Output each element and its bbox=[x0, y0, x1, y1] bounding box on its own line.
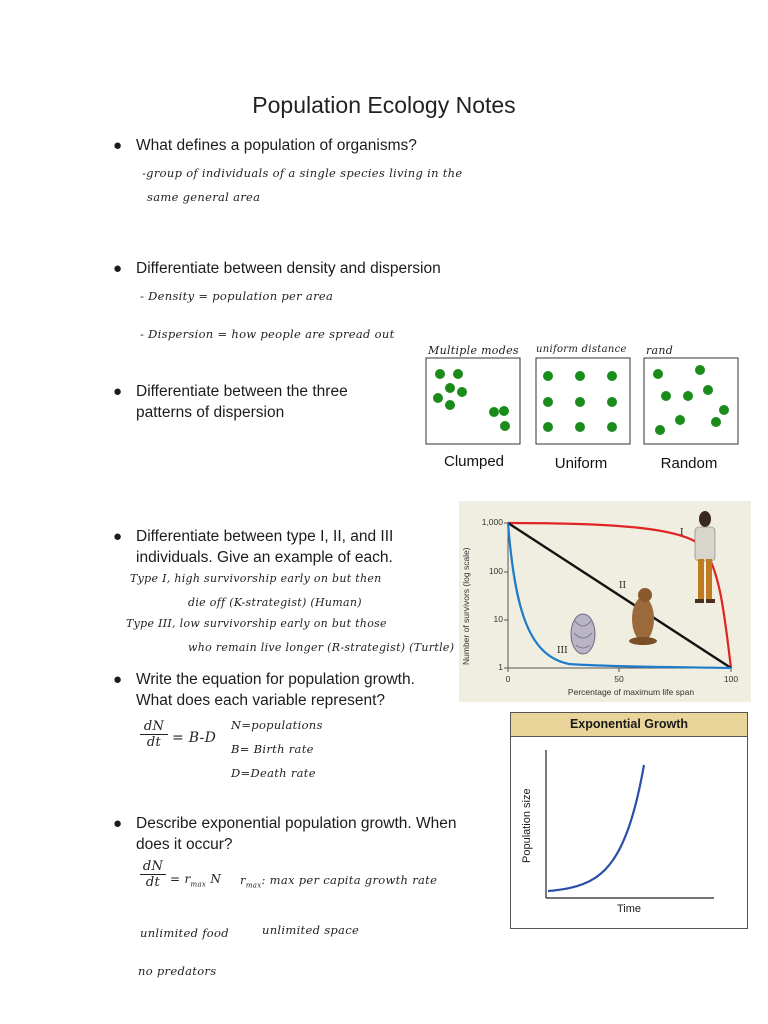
dispersion-dot bbox=[575, 422, 585, 432]
note-unlimited-space: unlimited space bbox=[262, 923, 360, 937]
dispersion-dot bbox=[695, 365, 705, 375]
human-illustration bbox=[695, 511, 715, 603]
question-5: ● Write the equation for population growth. What does each variable represent? bbox=[113, 671, 415, 709]
expo-x-label: Time bbox=[617, 903, 642, 915]
x-tick-0: 0 bbox=[505, 674, 511, 684]
label-random: Random bbox=[660, 455, 718, 472]
dispersion-dot bbox=[711, 417, 721, 427]
growth-equation: dN dt bbox=[140, 719, 168, 750]
dispersion-dot bbox=[433, 393, 443, 403]
bullet-icon: ● bbox=[113, 383, 123, 400]
bullet-icon: ● bbox=[113, 137, 123, 154]
dispersion-dot bbox=[575, 397, 585, 407]
annotation-clumped: Multiple modes bbox=[428, 344, 519, 357]
answer-q4-line1: Type I, high survivorship early on but then bbox=[130, 572, 382, 585]
annotation-uniform: uniform distance bbox=[536, 344, 627, 355]
dispersion-dot bbox=[500, 421, 510, 431]
answer-q1-line2: same general area bbox=[147, 190, 261, 204]
exponential-curve bbox=[548, 765, 644, 891]
dispersion-dot bbox=[489, 407, 499, 417]
dispersion-dot bbox=[661, 391, 671, 401]
growth-equation-rhs: = B-D bbox=[172, 730, 217, 746]
dispersion-dot bbox=[543, 422, 553, 432]
rmax-definition: $r_{max}$: max per capita growth rate bbox=[240, 873, 438, 890]
oyster-illustration bbox=[571, 614, 595, 654]
var-b: B= Birth rate bbox=[231, 742, 314, 756]
dispersion-dot bbox=[457, 387, 467, 397]
y-tick-1: 1 bbox=[498, 662, 503, 672]
x-tick-100: 100 bbox=[723, 674, 739, 684]
dispersion-dot bbox=[607, 371, 617, 381]
label-clumped: Clumped bbox=[443, 453, 505, 470]
question-2: ● Differentiate between density and dispersion bbox=[113, 260, 441, 277]
dispersion-dot bbox=[575, 371, 585, 381]
dispersion-dot bbox=[435, 369, 445, 379]
y-axis-label: Number of survivors (log scale) bbox=[461, 547, 471, 665]
question-3: ● Differentiate between the three patterns of dispersion bbox=[113, 383, 348, 421]
expo-y-label: Population size bbox=[521, 788, 533, 863]
note-no-predators: no predators bbox=[138, 964, 217, 978]
dispersion-dot bbox=[607, 422, 617, 432]
bullet-icon: ● bbox=[113, 671, 123, 688]
exponential-equation-rhs: = $r_{max}$ N bbox=[170, 872, 222, 889]
dispersion-dot bbox=[653, 369, 663, 379]
question-6: ● Describe exponential population growth. When does it occur? bbox=[113, 815, 457, 853]
survivorship-figure bbox=[459, 501, 751, 702]
note-unlimited-food: unlimited food bbox=[140, 926, 229, 940]
dispersion-dot bbox=[683, 391, 693, 401]
question-1: ● What defines a population of organisms? bbox=[113, 137, 417, 154]
exponential-growth-figure bbox=[510, 712, 748, 929]
exponential-title: Exponential Growth bbox=[511, 713, 747, 737]
page-title: Population Ecology Notes bbox=[252, 92, 516, 118]
answer-q2-line2: - Dispersion = how people are spread out bbox=[140, 327, 395, 341]
dispersion-dot bbox=[675, 415, 685, 425]
curve-label-3: III bbox=[557, 646, 568, 656]
dispersion-dot bbox=[543, 397, 553, 407]
y-tick-1000: 1,000 bbox=[481, 517, 503, 527]
exponential-equation: dN dt bbox=[140, 859, 166, 890]
answer-q4-line4: who remain live longer (R-strategist) (Turtle) bbox=[188, 641, 455, 654]
question-4: ● Differentiate between type I, II, and III individuals. Give an example of each. bbox=[113, 528, 394, 566]
squirrel-illustration bbox=[629, 588, 657, 645]
dispersion-dot bbox=[703, 385, 713, 395]
curve-label-1: I bbox=[680, 528, 684, 538]
bullet-icon: ● bbox=[113, 528, 123, 545]
annotation-random: rand bbox=[646, 344, 674, 357]
dispersion-dot bbox=[445, 400, 455, 410]
x-tick-50: 50 bbox=[614, 674, 624, 684]
dispersion-dot bbox=[453, 369, 463, 379]
dispersion-dot bbox=[655, 425, 665, 435]
label-uniform: Uniform bbox=[554, 455, 608, 472]
x-axis-label: Percentage of maximum life span bbox=[567, 687, 695, 697]
dispersion-diagram bbox=[424, 356, 740, 448]
answer-q4-line3: Type III, low survivorship early on but those bbox=[126, 617, 387, 630]
dispersion-dot bbox=[607, 397, 617, 407]
answer-q4-line2: die off (K-strategist) (Human) bbox=[188, 596, 362, 609]
answer-q1-line1: -group of individuals of a single species living in the bbox=[142, 166, 463, 180]
curve-label-2: II bbox=[619, 581, 627, 591]
dispersion-dot bbox=[499, 406, 509, 416]
answer-q2-line1: - Density = population per area bbox=[140, 289, 334, 303]
y-tick-10: 10 bbox=[493, 614, 503, 624]
dispersion-dot bbox=[543, 371, 553, 381]
y-tick-100: 100 bbox=[488, 566, 503, 576]
dispersion-dot bbox=[445, 383, 455, 393]
bullet-icon: ● bbox=[113, 815, 123, 832]
var-d: D=Death rate bbox=[231, 766, 316, 780]
var-n: N=populations bbox=[231, 718, 323, 732]
dispersion-dot bbox=[719, 405, 729, 415]
bullet-icon: ● bbox=[113, 260, 123, 277]
